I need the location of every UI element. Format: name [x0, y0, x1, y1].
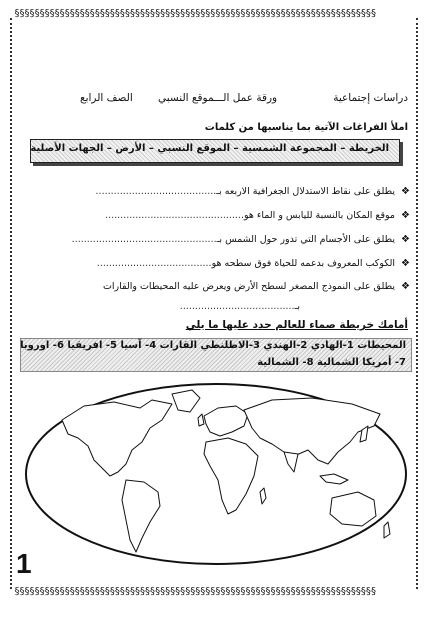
question-text: موقع المكان بالنسبة لليابس و الماء هو: [243, 210, 396, 221]
question-5-continued: [180, 301, 300, 312]
grade-label: الصف الرابع: [80, 92, 133, 104]
blank-world-map[interactable]: [22, 380, 410, 568]
diamond-bullet-icon: ❖: [401, 186, 410, 197]
diamond-bullet-icon: ❖: [401, 210, 410, 221]
decorative-border-bottom: §§§§§§§§§§§§§§§§§§§§§§§§§§§§§§§§§§§§§§§§§§§§§§§§§§§§§§§§§§§§§§§§§§§§§§§§: [14, 586, 376, 597]
diamond-bullet-icon: ❖: [401, 234, 410, 245]
question-text: يطلق على الأجسام التي تدور حول الشمس بـ: [216, 234, 396, 245]
question-1: [96, 186, 410, 197]
answer-blank[interactable]: ......................................: [96, 258, 212, 269]
subject-title: دراسات إجتماعية: [333, 92, 408, 104]
oceans-list: المحيطات 1-الهادي 2-الهندي 3-الاطلنطي القارات 4- آسيا 5- افريقيا 6- اوروبا: [20, 340, 406, 351]
diamond-bullet-icon: ❖: [401, 258, 410, 269]
question-4: [97, 258, 410, 269]
question-text: يطلق على نقاط الاستدلال الجغرافية الاربعه بـ: [216, 186, 396, 197]
diamond-bullet-icon: ❖: [401, 281, 410, 292]
worksheet-title: ورقة عمل الـــموقع النسبي: [158, 92, 278, 104]
answer-blank[interactable]: ................................................: [71, 234, 217, 245]
word-bank-box: [30, 139, 400, 163]
question-5: [103, 281, 410, 292]
question-2: [105, 210, 410, 221]
page-number: 1: [16, 548, 32, 579]
answer-blank[interactable]: ........................................: [95, 186, 217, 197]
word-bank-text: الخريطة – المجموعة الشمسية – الموقع النسبي – الأرض – الجهات الأصلية: [30, 143, 389, 154]
answer-blank[interactable]: ..............................................: [105, 210, 244, 221]
world-map-svg: [22, 380, 410, 568]
continents-list: 7- أمريكا الشمالية 8- الشمالية: [257, 357, 406, 368]
question-text: يطلق على النموذج المصغر لسطح الأرض ويعرض عليه المحيطات والقارات: [102, 281, 396, 292]
decorative-border-top: §§§§§§§§§§§§§§§§§§§§§§§§§§§§§§§§§§§§§§§§§§§§§§§§§§§§§§§§§§§§§§§§§§§§§§§§: [14, 8, 376, 19]
question-text: بـ: [294, 301, 300, 312]
question-text: الكوكب المعروف بدعمه للحياة فوق سطحه هو: [211, 258, 396, 269]
answer-blank[interactable]: ......................................: [179, 301, 295, 312]
question-3: [72, 234, 410, 245]
decorative-border-left: [10, 18, 22, 589]
map-section-title: أمامك خريطة صماء للعالم حدد عليها ما يلي: [185, 319, 408, 331]
new-zealand-shape: [384, 522, 390, 538]
fill-blanks-instruction: املأ الفراغات الآتية بما يناسبها من كلمات: [204, 122, 408, 133]
